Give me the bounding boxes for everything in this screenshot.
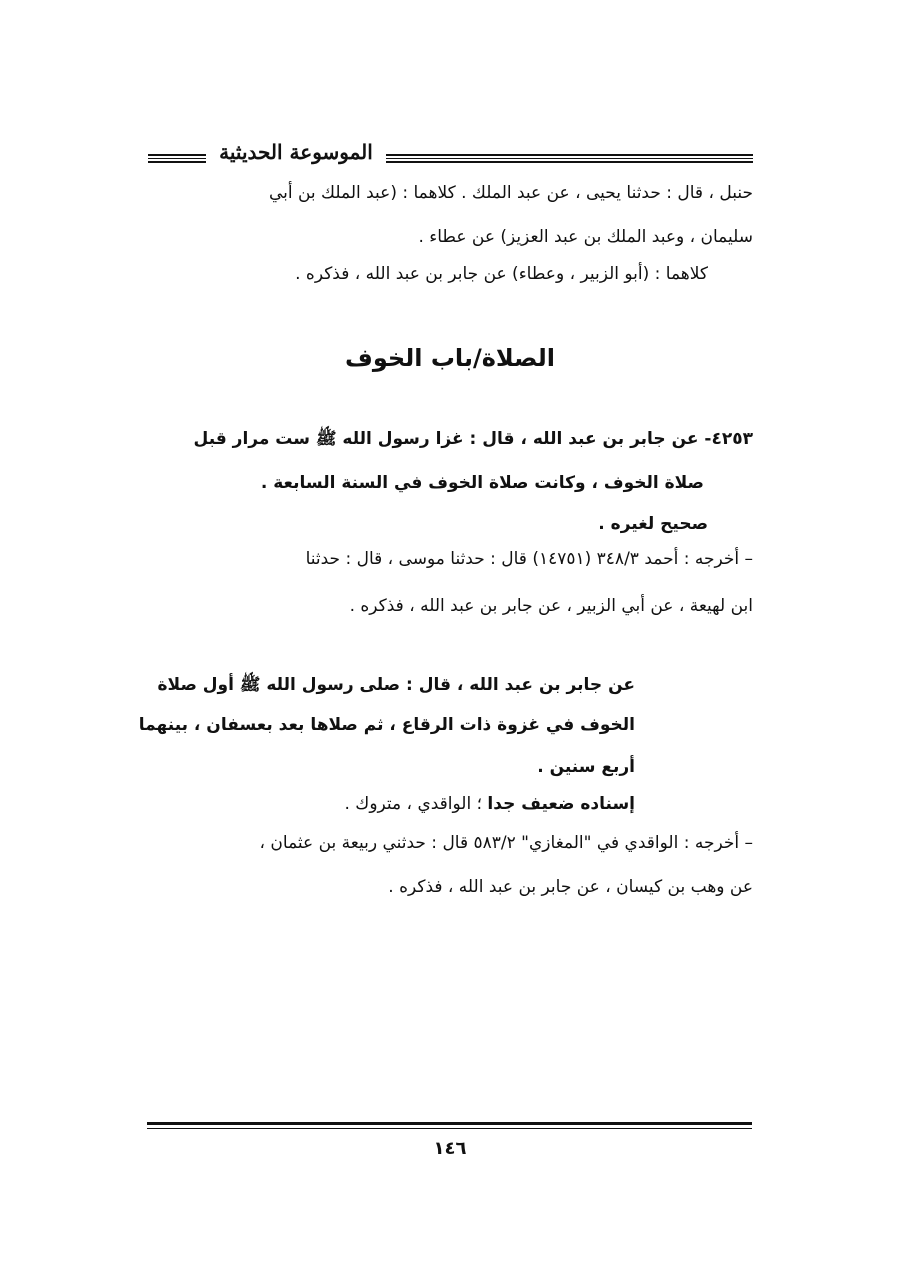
footer-rule <box>147 1122 752 1129</box>
header-title: الموسوعة الحديثية <box>219 140 373 164</box>
takhrij-line: – أخرجه : أحمد ٣٤٨/٣ (١٤٧٥١) قال : حدثنا موسى ، قال : حدثنا <box>305 549 753 569</box>
takhrij-line: عن وهب بن كيسان ، عن جابر بن عبد الله ، فذكره . <box>388 877 753 897</box>
page-number: ١٤٦ <box>433 1138 467 1159</box>
hadith-grade <box>345 792 636 816</box>
hadith-text-line: الخوف في غزوة ذات الرقاع ، ثم صلاها بعد بعسفان ، بينهما <box>138 715 635 735</box>
text-line: سليمان ، وعبد الملك بن عبد العزيز) عن عطاء . <box>418 227 753 247</box>
hadith-grade: صحيح لغيره . <box>598 514 708 534</box>
text-line: كلاهما : (أبو الزبير ، وعطاء) عن جابر بن عبد الله ، فذكره . <box>295 264 708 284</box>
header-rule-left <box>148 154 206 163</box>
hadith-text-line: صلاة الخوف ، وكانت صلاة الخوف في السنة السابعة . <box>260 473 704 493</box>
section-heading: الصلاة/باب الخوف <box>345 344 555 372</box>
grade-label: إسناده ضعيف جدا <box>487 794 635 814</box>
takhrij-line: – أخرجه : الواقدي في "المغازي" ٥٨٣/٢ قال : حدثني ربيعة بن عثمان ، <box>259 833 753 853</box>
takhrij-line: ابن لهيعة ، عن أبي الزبير ، عن جابر بن عبد الله ، فذكره . <box>349 596 753 616</box>
hadith-text-line: أربع سنين . <box>537 757 635 777</box>
grade-note: ؛ الواقدي ، متروك . <box>344 794 488 814</box>
header-rule-right <box>386 154 753 163</box>
hadith-text-line: عن جابر بن عبد الله ، قال : صلى رسول الله ﷺ أول صلاة <box>157 675 635 695</box>
text-line: حنبل ، قال : حدثنا يحيى ، عن عبد الملك . كلاهما : (عبد الملك بن أبي <box>268 183 753 203</box>
running-header <box>148 140 753 170</box>
hadith-text-line: ٤٢٥٣- عن جابر بن عبد الله ، قال : غزا رسول الله ﷺ ست مرار قبل <box>193 429 753 449</box>
